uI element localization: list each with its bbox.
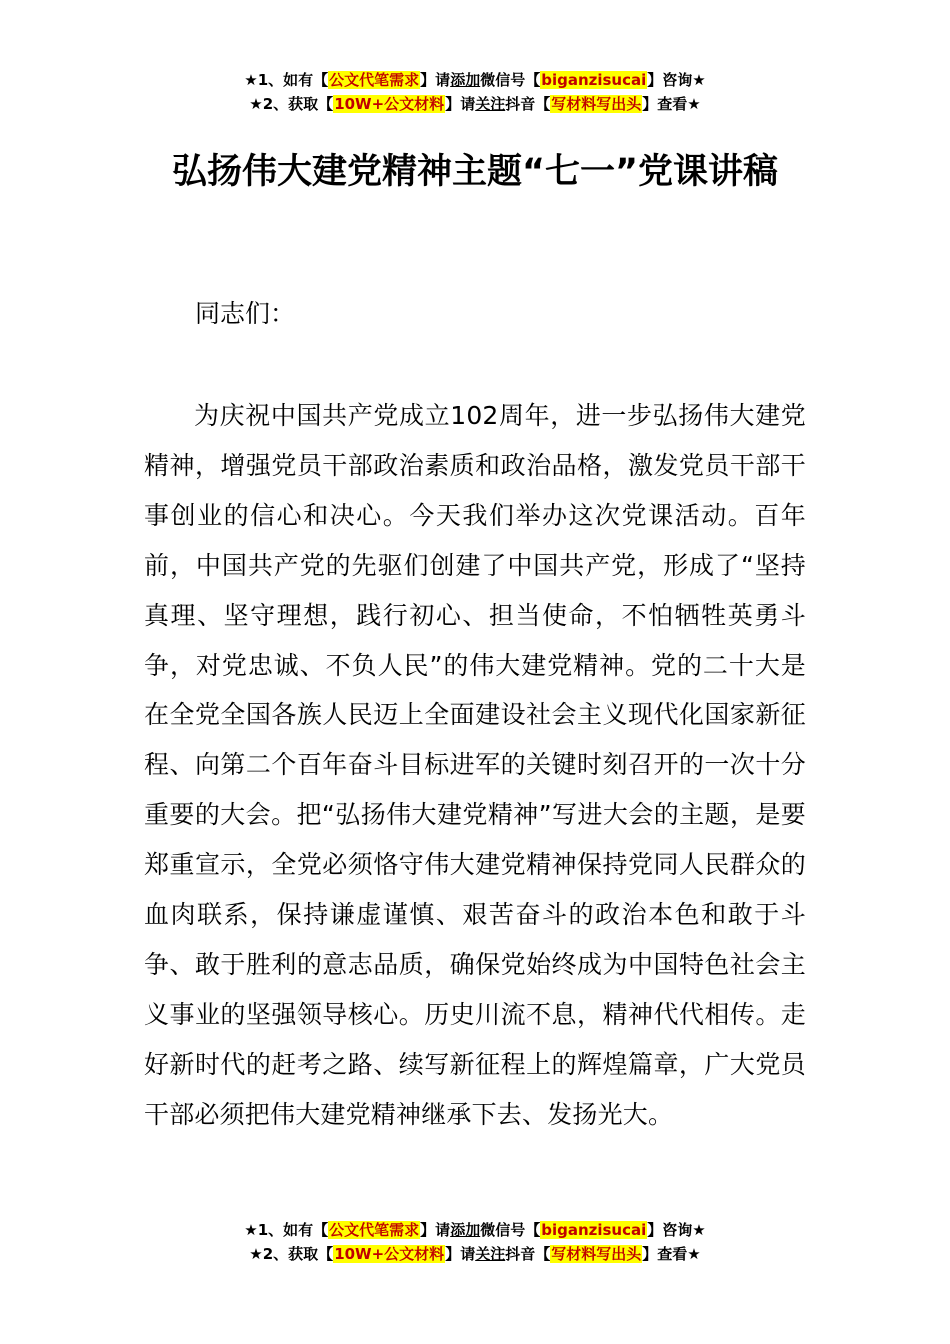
header-banner [0, 68, 950, 116]
banner-text: 】请 [420, 71, 451, 89]
banner-line-2 [0, 92, 950, 116]
body-paragraph: 为庆祝中国共产党成立102周年，进一步弘扬伟大建党精神，增强党员干部政治素质和政治品格，激发党员干部干事创业的信心和决心。今天我们举办这次党课活动。百年前，中国共产党的先驱们创建了中国共产党，形成了“坚持真理、坚守理想，践行初心、担当使命，不怕牺牲英勇斗争，对党忠诚、不负人民”的伟大建党精神。党的二十大是在全党全国各族人民迈上全面建设社会主义现代化国家新征程、向第二个百年奋斗目标进军的关键时刻召开的一次十分重要的大会。把“弘扬伟大建党精神”写进大会的主题，是要郑重宣示，全党必须恪守伟大建党精神保持党同人民群众的血肉联系，保持谦虚谨慎、艰苦奋斗的政治本色和敢于斗争、敢于胜利的意志品质，确保党始终成为中国特色社会主义事业的坚强领导核心。历史川流不息，精神代代相传。走好新时代的赶考之路、续写新征程上的辉煌篇章，广大党员干部必须把伟大建党精神继承下去、发扬光大。 [144, 401, 806, 1129]
banner-text: 】请 [445, 95, 476, 113]
banner-text: 】查看★ [642, 1245, 701, 1263]
banner-highlight: 写材料写出头 [551, 1245, 642, 1263]
banner-highlight: biganzisucai [541, 71, 647, 89]
banner-text: 微信号【 [480, 1221, 541, 1239]
banner-line-1 [0, 1218, 950, 1242]
banner-text: 】咨询★ [647, 71, 706, 89]
banner-highlight: 10W+公文材料 [334, 95, 445, 113]
document-title: 弘扬伟大建党精神主题“七一”党课讲稿 [171, 152, 778, 192]
banner-text: 抖音【 [505, 95, 551, 113]
banner-line-1 [0, 68, 950, 92]
banner-text: 】查看★ [642, 95, 701, 113]
banner-line-2 [0, 1242, 950, 1266]
banner-highlight: 写材料写出头 [551, 95, 642, 113]
banner-text: ★2、获取【 [249, 1245, 334, 1263]
banner-highlight: 公文代笔需求 [329, 1221, 420, 1239]
banner-text: ★1、如有【 [244, 71, 329, 89]
banner-text: ★2、获取【 [249, 95, 334, 113]
banner-text: 】咨询★ [647, 1221, 706, 1239]
greeting: 同志们： [195, 299, 296, 328]
banner-underline: 添加 [450, 71, 481, 89]
banner-underline: 关注 [475, 95, 506, 113]
banner-underline: 添加 [450, 1221, 481, 1239]
banner-text: 】请 [420, 1221, 451, 1239]
banner-text: 微信号【 [480, 71, 541, 89]
banner-highlight: 10W+公文材料 [334, 1245, 445, 1263]
banner-text: 】请 [445, 1245, 476, 1263]
banner-highlight: 公文代笔需求 [329, 71, 420, 89]
banner-text: 抖音【 [505, 1245, 551, 1263]
banner-underline: 关注 [475, 1245, 506, 1263]
banner-highlight: biganzisucai [541, 1221, 647, 1239]
footer-banner [0, 1218, 950, 1266]
banner-text: ★1、如有【 [244, 1221, 329, 1239]
